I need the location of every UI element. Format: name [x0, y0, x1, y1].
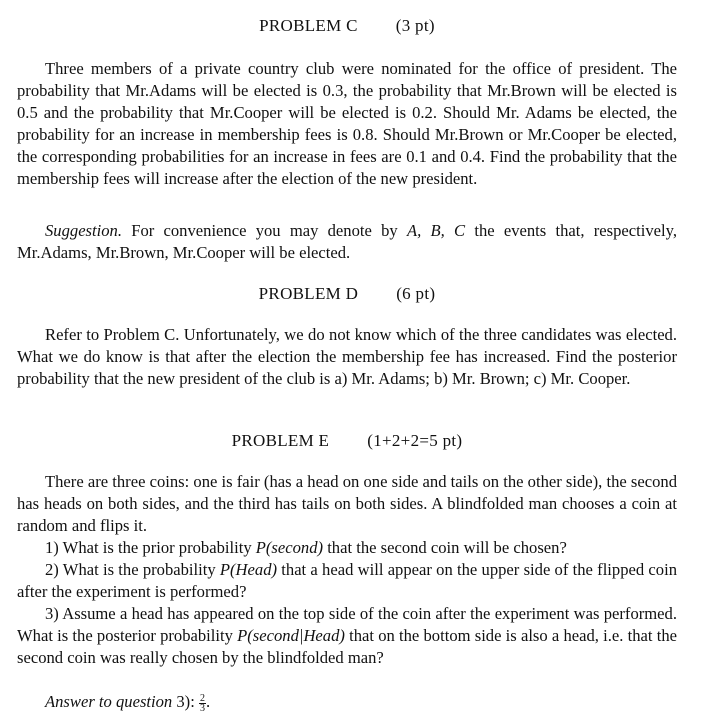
- suggestion-pre: For convenience you may denote by: [121, 221, 407, 240]
- problem-e-heading: [17, 431, 677, 451]
- problem-c-body: Three members of a private country club were nominated for the office of president. The probability that Mr.Adams will be elected is 0.3, the probability that Mr.Brown will be elected is 0.5 and the probability that Mr.Cooper will be elected is 0.2. Should Mr. Adams be elected, the probability for an increase in membership fees is 0.8. Should Mr.Brown or Mr.Cooper be elected, the corresponding probabilities for an increase in fees are 0.1 and 0.4. Find the probability that the membership fees will increase after the election of the new president.: [17, 59, 677, 188]
- q2-math: P(Head): [219, 560, 278, 579]
- problem-e-title: PROBLEM E: [231, 431, 330, 450]
- answer-denominator: 3: [199, 703, 205, 714]
- problem-e-intro: There are three coins: one is fair (has a head on one side and tails on the other side), the second has heads on both sides, and the third has tails on both sides. A blindfolded man chooses a coin at random and flips it.: [17, 472, 677, 535]
- problem-e-question-1: [17, 537, 677, 559]
- problem-e-question-2: [17, 559, 677, 603]
- problem-e-answer: [17, 691, 677, 713]
- problem-c-heading: [17, 16, 677, 36]
- problem-c-suggestion: [17, 220, 677, 264]
- answer-end: .: [205, 692, 211, 711]
- answer-numerator: 2: [199, 693, 205, 704]
- answer-question-number: 3):: [172, 692, 199, 711]
- problem-d-heading: [17, 284, 677, 304]
- q2-pre: 2) What is the probability: [45, 560, 220, 579]
- problem-d-body: Refer to Problem C. Unfortunately, we do not know which of the three candidates was elected. What we do know is that after the election the membership fee has increased. Find the posterior probability that the new president of the club is a) Mr. Adams; b) Mr. Brown; c) Mr. Cooper.: [17, 325, 677, 388]
- problem-e-points: (1+2+2=5 pt): [367, 431, 463, 450]
- q1-math: P(second): [255, 538, 324, 557]
- q1-post: that the second coin will be chosen?: [323, 538, 567, 557]
- problem-d-points: (6 pt): [396, 284, 436, 303]
- q3-post: that on the bottom side is also a head, i.e. that the second coin was really chosen by the blindfolded man?: [17, 626, 678, 667]
- q1-pre: 1) What is the prior probability: [45, 538, 256, 557]
- answer-fraction: [199, 694, 206, 713]
- problem-c-title: PROBLEM C: [259, 16, 358, 35]
- problem-d-title: PROBLEM D: [258, 284, 359, 303]
- q3-math: P(second|Head): [237, 626, 345, 645]
- suggestion-events: A, B, C: [406, 221, 466, 240]
- q3-pre: 3) Assume a head has appeared on the top side of the coin after the experiment was performed. What is the posterior probability: [17, 604, 677, 645]
- suggestion-post: the events that, respectively, Mr.Adams, Mr.Brown, Mr.Cooper will be elected.: [17, 221, 678, 262]
- problem-e-question-3: [17, 603, 677, 669]
- problem-c-points: (3 pt): [395, 16, 435, 35]
- answer-label: Answer to question: [45, 692, 173, 711]
- q2-post: that a head will appear on the upper side of the flipped coin after the experiment is performed?: [17, 560, 677, 601]
- suggestion-label: Suggestion.: [45, 221, 122, 240]
